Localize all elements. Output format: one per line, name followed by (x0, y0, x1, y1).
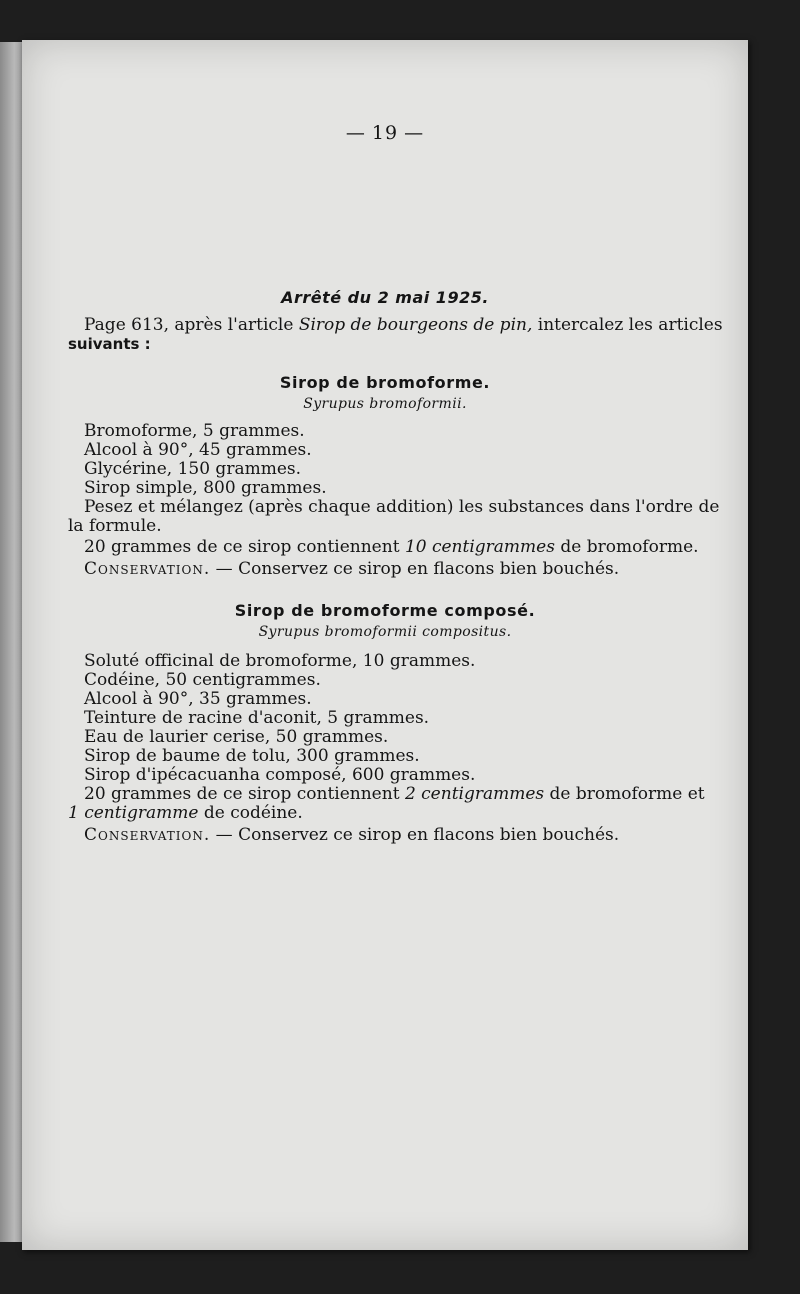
section1-latin-name: Syrupus bromoformii. (303, 396, 467, 412)
conservation-line: Conservation. — Conservez ce sirop en flacons bien bouchés. (84, 825, 620, 845)
ingredient-line: Sirop d'ipécacuanha composé, 600 grammes. (84, 765, 476, 785)
instruction-line-1: Pesez et mélangez (après chaque addition) les substances dans l'ordre de (84, 497, 720, 517)
ingredient-line: Eau de laurier cerise, 50 grammes. (84, 727, 389, 747)
intro-paragraph (68, 315, 723, 354)
ingredient-line: Alcool à 90°, 45 grammes. (84, 440, 312, 460)
decree-title: Arrêté du 2 mai 1925. (281, 288, 489, 307)
section2-body (68, 651, 705, 845)
section2-title: Sirop de bromoforme composé. (234, 601, 536, 620)
section2-latin-name: Syrupus bromoformii compositus. (258, 624, 512, 640)
intro-line-1: Page 613, après l'article Sirop de bourgeons de pin, intercalez les articles (84, 315, 723, 335)
document-page (22, 40, 748, 1250)
dose-line-2: 1 centigramme de codéine. (68, 803, 303, 823)
intro-line-2: suivants : (68, 335, 151, 353)
ingredient-line: Codéine, 50 centigrammes. (84, 670, 321, 690)
dose-line-1: 20 grammes de ce sirop contiennent 2 centigrammes de bromoforme et (84, 784, 705, 804)
section1-title: Sirop de bromoforme. (279, 373, 491, 392)
ingredient-line: Bromoforme, 5 grammes. (84, 421, 305, 441)
ingredient-line: Sirop de baume de tolu, 300 grammes. (84, 746, 420, 766)
ingredient-line: Alcool à 90°, 35 grammes. (84, 689, 312, 709)
section1-body (68, 421, 720, 579)
ingredient-line: Soluté officinal de bromoforme, 10 grammes. (84, 651, 476, 671)
instruction-line-2: la formule. (68, 516, 162, 536)
dose-line: 20 grammes de ce sirop contiennent 10 centigrammes de bromoforme. (84, 537, 699, 557)
ingredient-line: Sirop simple, 800 grammes. (84, 478, 327, 498)
conservation-line: Conservation. — Conservez ce sirop en flacons bien bouchés. (84, 559, 620, 579)
page-number: — 19 — (345, 122, 425, 144)
facing-page-edge (0, 42, 24, 1242)
ingredient-line: Teinture de racine d'aconit, 5 grammes. (84, 708, 430, 728)
ingredient-line: Glycérine, 150 grammes. (84, 459, 302, 479)
